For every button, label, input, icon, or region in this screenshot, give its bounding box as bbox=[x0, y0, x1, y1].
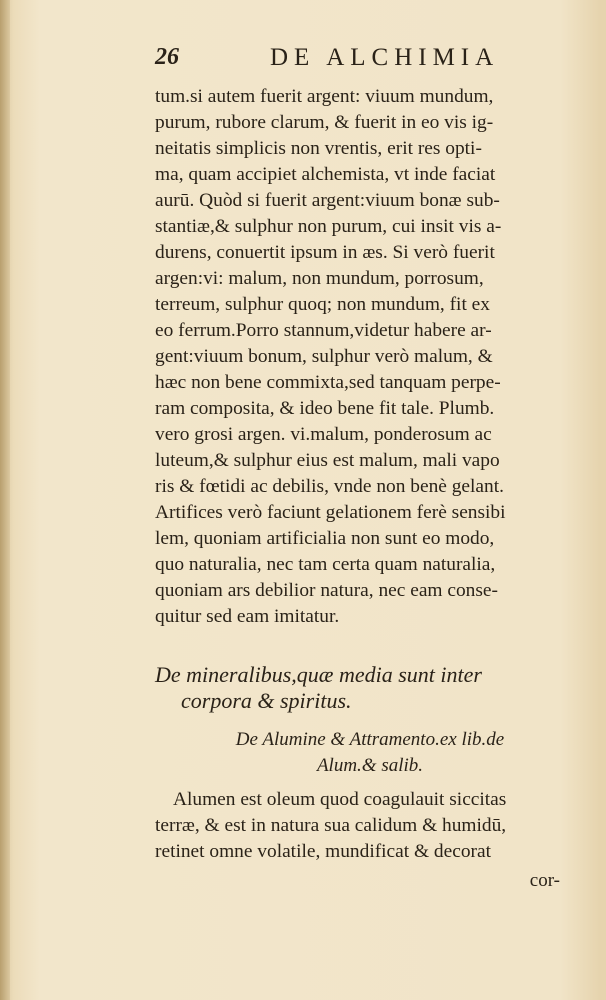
text-line: vero grosi argen. vi.malum, ponderosum ac bbox=[155, 424, 492, 445]
running-title: DE ALCHIMIA bbox=[270, 44, 500, 71]
text-line: quitur sed eam imitatur. bbox=[155, 606, 340, 627]
text-line: eo ferrum.Porro stannum,videtur habere ar- bbox=[155, 320, 492, 341]
section-heading bbox=[155, 660, 585, 712]
text-line: luteum,& sulphur eius est malum, mali vapo bbox=[155, 450, 500, 471]
text-line: neitatis simplicis non vrentis, erit res opti- bbox=[155, 138, 482, 159]
text-line: lem, quoniam artificialia non sunt eo modo, bbox=[155, 528, 495, 549]
subheading-line: Alum.& salib. bbox=[316, 755, 424, 776]
text-line: quo naturalia, nec tam certa quam naturalia, bbox=[155, 554, 496, 575]
text-line: ram composita, & ideo bene fit tale. Plumb. bbox=[155, 398, 495, 419]
text-line: purum, rubore clarum, & fuerit in eo vis ig- bbox=[155, 112, 494, 133]
running-head bbox=[155, 44, 535, 74]
text-line: argen:vi: malum, non mundum, porrosum, bbox=[155, 268, 484, 289]
text-line: stantiæ,& sulphur non purum, cui insit vis a- bbox=[155, 216, 502, 237]
text-line: gent:viuum bonum, sulphur verò malum, & bbox=[155, 346, 493, 367]
section-heading-line: De mineralibus,quæ media sunt inter bbox=[155, 662, 482, 687]
text-line: ma, quam accipiet alchemista, vt inde faciat bbox=[155, 164, 496, 185]
text-line: hæc non bene commixta,sed tanquam perpe- bbox=[155, 372, 501, 393]
text-line: retinet omne volatile, mundificat & decorat bbox=[155, 841, 491, 862]
subheading-line: De Alumine & Attramento.ex lib.de bbox=[235, 729, 505, 750]
text-line: terreum, sulphur quoq; non mundum, fit ex bbox=[155, 294, 490, 315]
page-number: 26 bbox=[155, 44, 179, 70]
text-line: terræ, & est in natura sua calidum & humidū, bbox=[155, 815, 507, 836]
text-line: durens, conuertit ipsum in æs. Si verò fuerit bbox=[155, 242, 495, 263]
section-heading-line: corpora & spiritus. bbox=[181, 688, 352, 713]
main-paragraph bbox=[155, 84, 585, 630]
page-gutter bbox=[0, 0, 10, 1000]
text-line: aurū. Quòd si fuerit argent:viuum bonæ sub- bbox=[155, 190, 500, 211]
text-line: tum.si autem fuerit argent: viuum mundum, bbox=[155, 86, 494, 107]
subheading bbox=[155, 726, 585, 778]
catchword: cor- bbox=[529, 870, 560, 891]
text-line: quoniam ars debilior natura, nec eam conse- bbox=[155, 580, 498, 601]
text-line: Artifices verò faciunt gelationem ferè sensibi bbox=[155, 502, 506, 523]
text-line: ris & fœtidi ac debilis, vnde non benè gelant. bbox=[155, 476, 504, 497]
alumen-paragraph bbox=[155, 786, 585, 864]
text-line: Alumen est oleum quod coagulauit siccitas bbox=[173, 789, 507, 810]
